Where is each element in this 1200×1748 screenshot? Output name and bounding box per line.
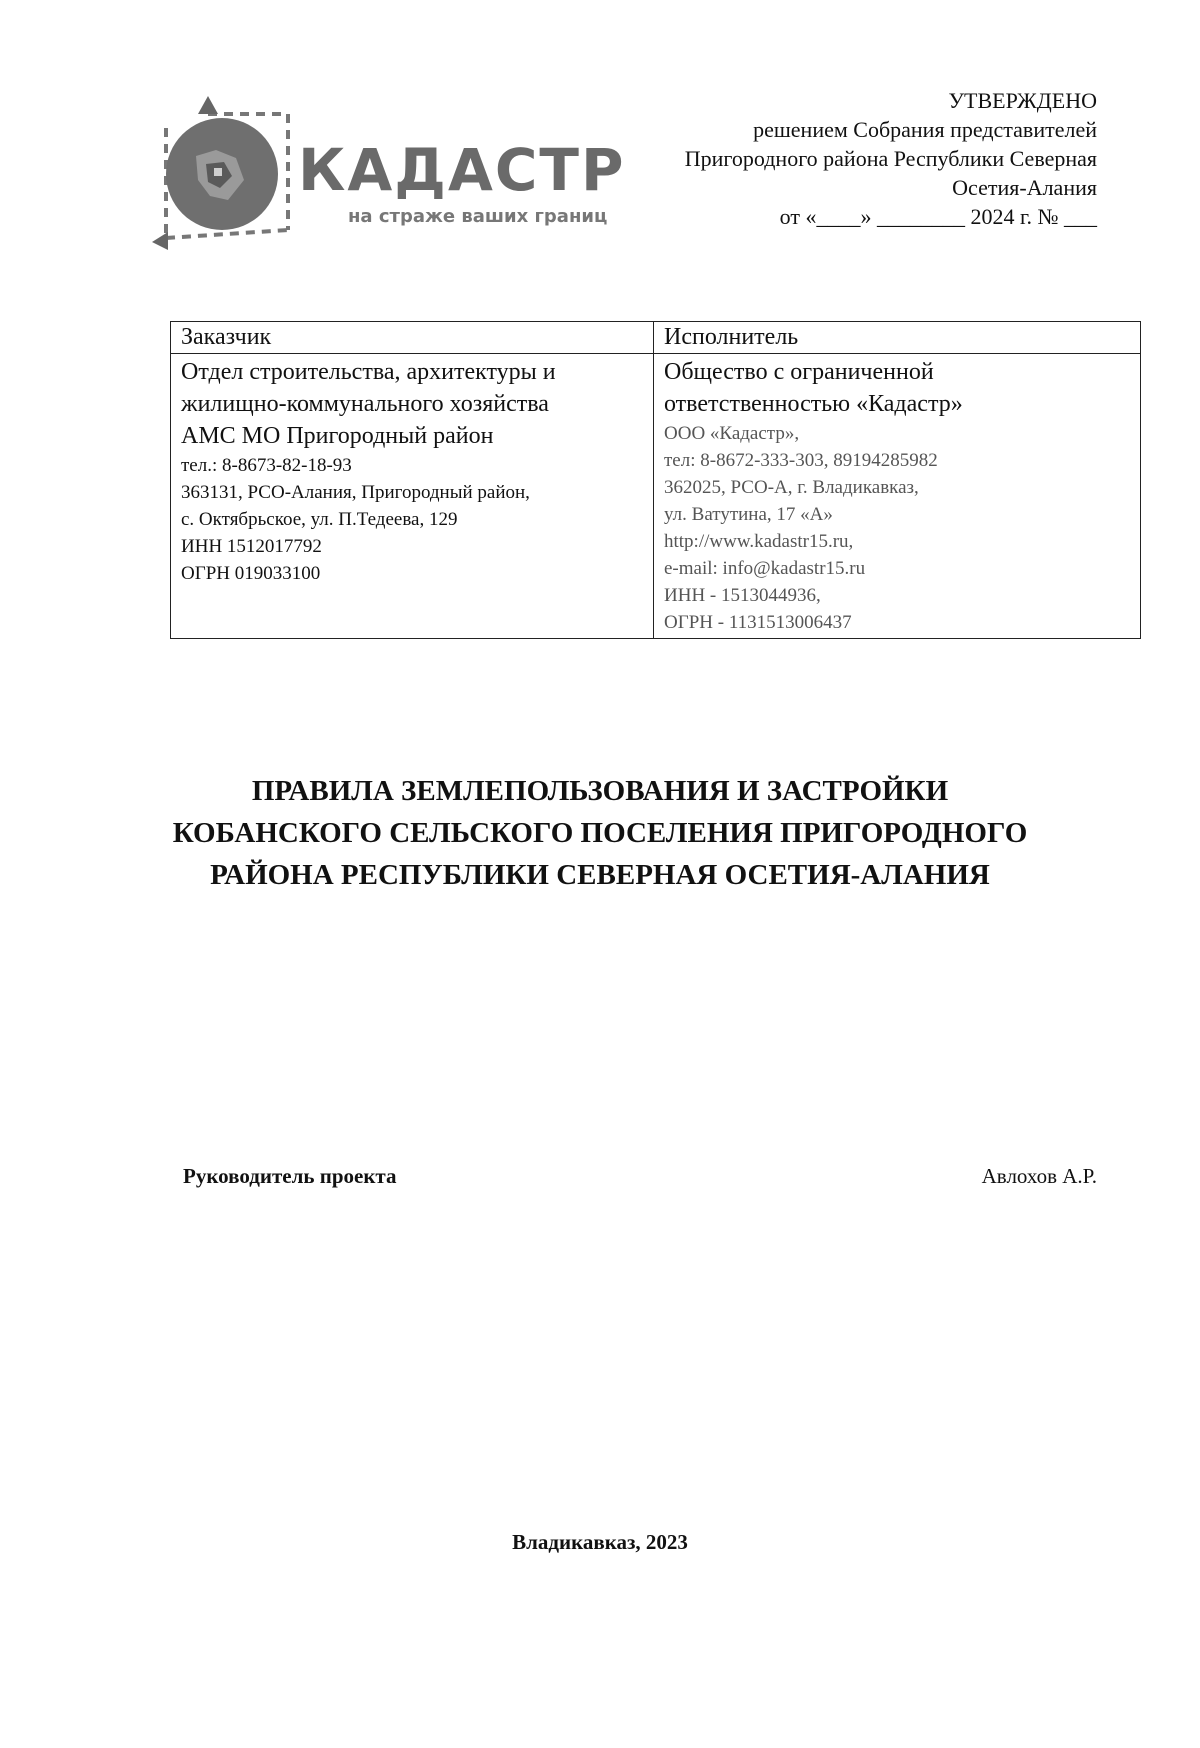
- contractor-website: http://www.kadastr15.ru,: [664, 531, 854, 552]
- approval-block: [600, 86, 1097, 231]
- logo-slogan: на страже ваших границ: [348, 206, 608, 227]
- customer-address: 363131, РСО-Алания, Пригородный район,: [181, 482, 530, 503]
- contractor-name-line: ответственностью «Кадастр»: [664, 391, 963, 417]
- table-header-row: [171, 322, 1141, 354]
- city-year: Владикавказ, 2023: [512, 1530, 688, 1554]
- contractor-ogrn: ОГРН - 1131513006437: [664, 612, 852, 633]
- project-manager-label: Руководитель проекта: [183, 1164, 397, 1188]
- contractor-cell: [654, 354, 1141, 639]
- contractor-address: ул. Ватутина, 17 «А»: [664, 504, 833, 525]
- contractor-short-name: ООО «Кадастр»,: [664, 423, 800, 444]
- customer-name-line: АМС МО Пригородный район: [181, 423, 494, 449]
- customer-name-line: Отдел строительства, архитектуры и: [181, 359, 556, 385]
- table-row: [171, 354, 1141, 639]
- customer-address: с. Октябрьское, ул. П.Тедеева, 129: [181, 509, 458, 530]
- approval-line: Осетия-Алания: [952, 175, 1097, 200]
- customer-phone: тел.: 8-8673-82-18-93: [181, 455, 352, 476]
- title-line: РАЙОНА РЕСПУБЛИКИ СЕВЕРНАЯ ОСЕТИЯ-АЛАНИЯ: [210, 859, 990, 891]
- title-line: ПРАВИЛА ЗЕМЛЕПОЛЬЗОВАНИЯ И ЗАСТРОЙКИ: [251, 775, 949, 807]
- approval-line: Пригородного района Республики Северная: [684, 146, 1097, 171]
- contractor-address: 362025, РСО-А, г. Владикавказ,: [664, 477, 919, 498]
- customer-ogrn: ОГРН 019033100: [181, 563, 321, 584]
- logo-name: КАДАСТР: [298, 136, 626, 204]
- approval-date-line: от «____» ________ 2024 г. № ___: [779, 204, 1097, 229]
- customer-cell: [171, 354, 654, 639]
- contractor-inn: ИНН - 1513044936,: [664, 585, 821, 606]
- title-line: КОБАНСКОГО СЕЛЬСКОГО ПОСЕЛЕНИЯ ПРИГОРОДНОГО: [172, 817, 1028, 849]
- contractor-name-line: Общество с ограниченной: [664, 359, 934, 385]
- document-title: [60, 770, 1140, 896]
- customer-header: Заказчик: [171, 322, 654, 354]
- contractor-phone: тел: 8-8672-333-303, 89194285982: [664, 450, 938, 471]
- approval-line: УТВЕРЖДЕНО: [948, 88, 1097, 113]
- project-manager-name: Авлохов А.Р.: [981, 1164, 1097, 1188]
- approval-line: решением Собрания представителей: [753, 117, 1097, 142]
- company-logo: [148, 92, 628, 252]
- customer-name-line: жилищно-коммунального хозяйства: [181, 391, 549, 417]
- globe-map-icon: [166, 118, 278, 230]
- customer-inn: ИНН 1512017792: [181, 536, 322, 557]
- contractor-email: e-mail: info@kadastr15.ru: [664, 558, 866, 579]
- contractor-header: Исполнитель: [654, 322, 1141, 354]
- parties-table: [170, 321, 1141, 639]
